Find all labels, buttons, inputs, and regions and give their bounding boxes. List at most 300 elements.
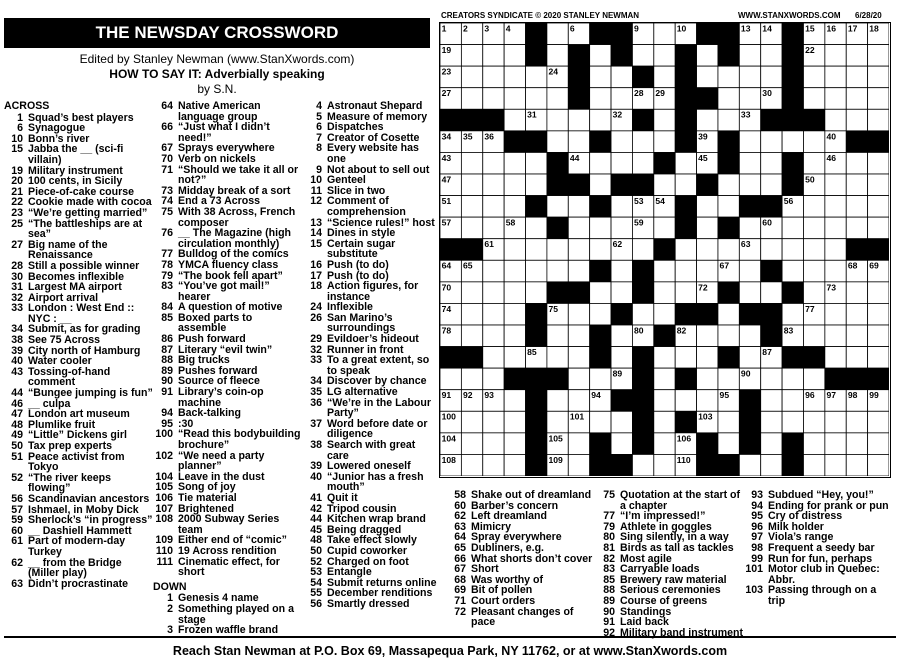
grid-cell[interactable] [803,411,824,433]
grid-cell[interactable] [825,239,846,261]
grid-cell[interactable] [611,152,632,174]
down-clue[interactable] [744,490,896,501]
across-clue[interactable] [4,558,154,579]
grid-cell[interactable] [697,109,718,131]
grid-cell[interactable] [483,66,504,88]
grid-cell[interactable] [504,196,525,218]
across-clue[interactable] [153,313,303,334]
grid-cell[interactable] [846,282,867,304]
grid-cell[interactable] [654,411,675,433]
grid-cell[interactable] [654,303,675,325]
grid-cell[interactable] [504,282,525,304]
across-clue[interactable] [153,154,303,165]
grid-cell[interactable] [825,454,846,476]
grid-cell[interactable] [483,411,504,433]
grid-cell[interactable] [739,88,760,110]
grid-cell[interactable] [483,88,504,110]
grid-cell[interactable] [632,454,653,476]
grid-cell[interactable] [590,109,611,131]
grid-cell[interactable] [739,131,760,153]
down-clue[interactable] [447,596,595,607]
grid-cell[interactable] [568,347,589,369]
grid-cell[interactable] [461,303,482,325]
grid-cell[interactable] [761,390,782,412]
grid-cell[interactable] [654,282,675,304]
grid-cell[interactable] [568,368,589,390]
grid-cell[interactable] [568,325,589,347]
grid-cell[interactable] [483,325,504,347]
grid-cell[interactable] [654,347,675,369]
across-clue[interactable] [4,240,154,261]
grid-cell[interactable] [654,174,675,196]
grid-cell[interactable] [761,433,782,455]
across-clue[interactable] [153,408,303,419]
grid-cell[interactable] [761,131,782,153]
grid-cell[interactable] [825,88,846,110]
grid-cell[interactable] [611,325,632,347]
grid-cell[interactable] [846,109,867,131]
grid-cell[interactable] [846,347,867,369]
grid-cell[interactable] [868,152,889,174]
across-clue[interactable] [153,387,303,408]
grid-cell[interactable] [718,433,739,455]
grid-cell[interactable] [461,433,482,455]
grid-cell[interactable] [461,217,482,239]
grid-cell[interactable] [868,282,889,304]
grid-cell[interactable] [782,217,803,239]
grid-cell[interactable] [675,390,696,412]
grid-cell[interactable] [739,45,760,67]
grid-cell[interactable] [825,325,846,347]
across-clue[interactable] [4,441,154,452]
grid-cell[interactable] [739,152,760,174]
grid-cell[interactable] [739,454,760,476]
grid-cell[interactable] [568,109,589,131]
grid-cell[interactable] [846,454,867,476]
grid-cell[interactable] [803,260,824,282]
grid-cell[interactable] [803,325,824,347]
grid-cell[interactable] [504,239,525,261]
grid-cell[interactable] [718,174,739,196]
grid-cell[interactable] [568,303,589,325]
grid-cell[interactable] [868,347,889,369]
grid-cell[interactable] [868,174,889,196]
grid-cell[interactable] [568,239,589,261]
grid-cell[interactable] [632,45,653,67]
grid-cell[interactable] [739,347,760,369]
grid-cell[interactable] [504,303,525,325]
grid-cell[interactable] [718,411,739,433]
grid-cell[interactable] [675,260,696,282]
down-clue[interactable] [447,543,595,554]
grid-cell[interactable] [782,239,803,261]
grid-cell[interactable] [825,433,846,455]
grid-cell[interactable] [526,239,547,261]
grid-cell[interactable] [697,217,718,239]
grid-cell[interactable] [697,196,718,218]
grid-cell[interactable] [504,88,525,110]
grid-cell[interactable] [825,347,846,369]
grid-cell[interactable] [440,368,461,390]
grid-cell[interactable] [739,66,760,88]
down-clue[interactable] [302,493,439,504]
grid-cell[interactable] [547,88,568,110]
grid-cell[interactable] [611,131,632,153]
grid-cell[interactable] [697,347,718,369]
grid-cell[interactable] [761,454,782,476]
grid-cell[interactable] [803,454,824,476]
grid-cell[interactable] [568,196,589,218]
grid-cell[interactable] [697,325,718,347]
grid-cell[interactable] [483,303,504,325]
grid-cell[interactable] [803,131,824,153]
grid-cell[interactable] [504,454,525,476]
grid-cell[interactable] [461,45,482,67]
grid-cell[interactable] [526,174,547,196]
grid-cell[interactable] [632,303,653,325]
grid-cell[interactable] [846,152,867,174]
grid-cell[interactable] [611,433,632,455]
down-clue[interactable] [302,472,439,493]
across-clue[interactable] [4,367,154,388]
grid-cell[interactable] [868,433,889,455]
grid-cell[interactable] [504,174,525,196]
grid-cell[interactable] [504,109,525,131]
grid-cell[interactable] [782,368,803,390]
grid-cell[interactable] [547,239,568,261]
grid-cell[interactable] [547,109,568,131]
grid-cell[interactable] [632,152,653,174]
grid-cell[interactable] [782,131,803,153]
across-clue[interactable] [153,514,303,535]
grid-cell[interactable] [504,45,525,67]
grid-cell[interactable] [483,174,504,196]
grid-cell[interactable] [461,88,482,110]
grid-cell[interactable] [846,196,867,218]
grid-cell[interactable] [761,411,782,433]
across-clue[interactable] [4,452,154,473]
grid-cell[interactable] [846,303,867,325]
grid-cell[interactable] [504,411,525,433]
grid-cell[interactable] [803,196,824,218]
grid-cell[interactable] [461,152,482,174]
grid-cell[interactable] [718,196,739,218]
grid-cell[interactable] [568,260,589,282]
grid-cell[interactable] [547,196,568,218]
grid-cell[interactable] [611,88,632,110]
grid-cell[interactable] [654,433,675,455]
down-clue[interactable] [596,543,744,554]
grid-cell[interactable] [803,88,824,110]
grid-cell[interactable] [547,325,568,347]
down-clue[interactable] [447,490,595,501]
grid-cell[interactable] [654,131,675,153]
grid-cell[interactable] [803,66,824,88]
grid-cell[interactable] [611,282,632,304]
grid-cell[interactable] [547,131,568,153]
grid-cell[interactable] [846,45,867,67]
grid-cell[interactable] [782,303,803,325]
down-clue[interactable] [302,196,439,217]
grid-cell[interactable] [526,217,547,239]
grid-cell[interactable] [825,45,846,67]
grid-cell[interactable] [825,303,846,325]
grid-cell[interactable] [782,260,803,282]
grid-cell[interactable] [590,66,611,88]
grid-cell[interactable] [803,217,824,239]
down-clue[interactable] [447,511,595,522]
down-clue[interactable] [302,281,439,302]
grid-cell[interactable] [461,196,482,218]
down-clue[interactable] [302,239,439,260]
grid-cell[interactable] [697,239,718,261]
down-clue[interactable] [596,490,744,511]
grid-cell[interactable] [739,174,760,196]
grid-cell[interactable] [718,88,739,110]
grid-cell[interactable] [654,23,675,45]
down-clue[interactable] [302,143,439,164]
grid-cell[interactable] [547,260,568,282]
grid-cell[interactable] [590,239,611,261]
grid-cell[interactable] [675,174,696,196]
grid-cell[interactable] [568,454,589,476]
across-clue[interactable] [4,473,154,494]
grid-cell[interactable] [654,390,675,412]
grid-cell[interactable] [654,454,675,476]
grid-cell[interactable] [654,66,675,88]
grid-cell[interactable] [761,239,782,261]
grid-cell[interactable] [654,109,675,131]
grid-cell[interactable] [590,411,611,433]
grid-cell[interactable] [590,88,611,110]
grid-cell[interactable] [590,303,611,325]
grid-cell[interactable] [483,368,504,390]
grid-cell[interactable] [526,260,547,282]
down-clue[interactable] [153,625,303,636]
down-clue[interactable] [302,599,439,610]
grid-cell[interactable] [568,433,589,455]
grid-cell[interactable] [483,217,504,239]
grid-cell[interactable] [632,131,653,153]
grid-cell[interactable] [846,88,867,110]
grid-cell[interactable] [825,196,846,218]
grid-cell[interactable] [846,217,867,239]
grid-cell[interactable] [590,368,611,390]
down-clue[interactable] [302,440,439,461]
grid-cell[interactable] [504,325,525,347]
grid-cell[interactable] [675,239,696,261]
grid-cell[interactable] [526,66,547,88]
down-clue[interactable] [302,355,439,376]
grid-cell[interactable] [825,260,846,282]
across-clue[interactable] [4,219,154,240]
across-clue[interactable] [153,165,303,186]
down-clue[interactable] [302,260,439,271]
grid-cell[interactable] [868,303,889,325]
across-clue[interactable] [4,303,154,324]
grid-cell[interactable] [504,152,525,174]
across-clue[interactable] [153,429,303,450]
grid-cell[interactable] [868,411,889,433]
grid-cell[interactable] [868,196,889,218]
grid-cell[interactable] [846,325,867,347]
across-clue[interactable] [153,122,303,143]
grid-cell[interactable] [718,368,739,390]
grid-cell[interactable] [611,66,632,88]
grid-cell[interactable] [483,45,504,67]
grid-cell[interactable] [761,45,782,67]
grid-cell[interactable] [782,411,803,433]
grid-cell[interactable] [761,282,782,304]
grid-cell[interactable] [590,174,611,196]
grid-cell[interactable] [632,239,653,261]
grid-cell[interactable] [461,411,482,433]
grid-cell[interactable] [675,347,696,369]
grid-cell[interactable] [868,88,889,110]
grid-cell[interactable] [611,196,632,218]
across-clue[interactable] [153,281,303,302]
grid-cell[interactable] [483,282,504,304]
grid-cell[interactable] [483,454,504,476]
across-clue[interactable] [4,579,154,590]
grid-cell[interactable] [697,390,718,412]
grid-cell[interactable] [825,411,846,433]
down-clue[interactable] [153,604,303,625]
grid-cell[interactable] [483,433,504,455]
down-clue[interactable] [302,165,439,176]
down-clue[interactable] [744,543,896,554]
grid-cell[interactable] [547,347,568,369]
across-clue[interactable] [4,144,154,165]
grid-cell[interactable] [526,88,547,110]
grid-cell[interactable] [718,325,739,347]
across-clue[interactable] [4,261,154,272]
grid-cell[interactable] [461,282,482,304]
grid-cell[interactable] [868,454,889,476]
grid-cell[interactable] [868,217,889,239]
down-clue[interactable] [447,554,595,565]
grid-cell[interactable] [504,260,525,282]
grid-cell[interactable] [526,152,547,174]
down-clue[interactable] [447,607,595,628]
grid-cell[interactable] [504,433,525,455]
grid-cell[interactable] [718,239,739,261]
grid-cell[interactable] [483,196,504,218]
grid-cell[interactable] [803,368,824,390]
grid-cell[interactable] [654,260,675,282]
grid-cell[interactable] [504,347,525,369]
grid-cell[interactable] [803,239,824,261]
grid-cell[interactable] [611,347,632,369]
grid-cell[interactable] [697,368,718,390]
down-clue[interactable] [302,313,439,334]
grid-cell[interactable] [547,23,568,45]
grid-cell[interactable] [568,131,589,153]
grid-cell[interactable] [739,217,760,239]
down-clue[interactable] [596,596,744,607]
across-clue[interactable] [153,260,303,271]
grid-cell[interactable] [718,66,739,88]
grid-cell[interactable] [526,282,547,304]
grid-cell[interactable] [547,411,568,433]
grid-cell[interactable] [868,109,889,131]
grid-cell[interactable] [675,152,696,174]
grid-cell[interactable] [568,217,589,239]
grid-cell[interactable] [675,282,696,304]
grid-cell[interactable] [761,66,782,88]
grid-cell[interactable] [825,66,846,88]
down-clue[interactable] [302,546,439,557]
grid-cell[interactable] [782,390,803,412]
grid-cell[interactable] [739,282,760,304]
down-clue[interactable] [744,585,896,606]
grid-cell[interactable] [461,325,482,347]
grid-cell[interactable] [803,433,824,455]
grid-cell[interactable] [654,45,675,67]
grid-cell[interactable] [611,260,632,282]
grid-cell[interactable] [590,282,611,304]
grid-cell[interactable] [483,260,504,282]
grid-cell[interactable] [547,45,568,67]
grid-cell[interactable] [461,454,482,476]
down-clue[interactable] [302,398,439,419]
down-clue[interactable] [302,419,439,440]
grid-cell[interactable] [846,174,867,196]
across-clue[interactable] [153,101,303,122]
across-clue[interactable] [153,451,303,472]
grid-cell[interactable] [611,217,632,239]
grid-cell[interactable] [739,325,760,347]
grid-cell[interactable] [483,152,504,174]
grid-cell[interactable] [761,152,782,174]
grid-cell[interactable] [846,433,867,455]
grid-cell[interactable] [547,390,568,412]
grid-cell[interactable] [761,368,782,390]
across-clue[interactable] [4,494,154,505]
across-clue[interactable] [4,388,154,399]
grid-cell[interactable] [697,45,718,67]
grid-cell[interactable] [590,217,611,239]
grid-cell[interactable] [718,109,739,131]
grid-cell[interactable] [846,411,867,433]
grid-cell[interactable] [825,217,846,239]
grid-cell[interactable] [868,325,889,347]
down-clue[interactable] [744,564,896,585]
grid-cell[interactable] [654,368,675,390]
grid-cell[interactable] [590,45,611,67]
grid-cell[interactable] [825,174,846,196]
down-clue[interactable] [302,101,439,112]
grid-cell[interactable] [803,282,824,304]
grid-cell[interactable] [718,303,739,325]
grid-cell[interactable] [504,66,525,88]
across-clue[interactable] [4,208,154,219]
across-clue[interactable] [153,228,303,249]
across-clue[interactable] [153,557,303,578]
grid-cell[interactable] [803,152,824,174]
across-clue[interactable] [4,536,154,557]
grid-cell[interactable] [568,390,589,412]
grid-cell[interactable] [461,66,482,88]
grid-cell[interactable] [504,390,525,412]
across-clue[interactable] [153,207,303,228]
grid-cell[interactable] [846,66,867,88]
grid-cell[interactable] [761,174,782,196]
across-clue[interactable] [153,546,303,557]
grid-cell[interactable] [483,347,504,369]
grid-cell[interactable] [697,66,718,88]
across-clue[interactable] [153,493,303,504]
